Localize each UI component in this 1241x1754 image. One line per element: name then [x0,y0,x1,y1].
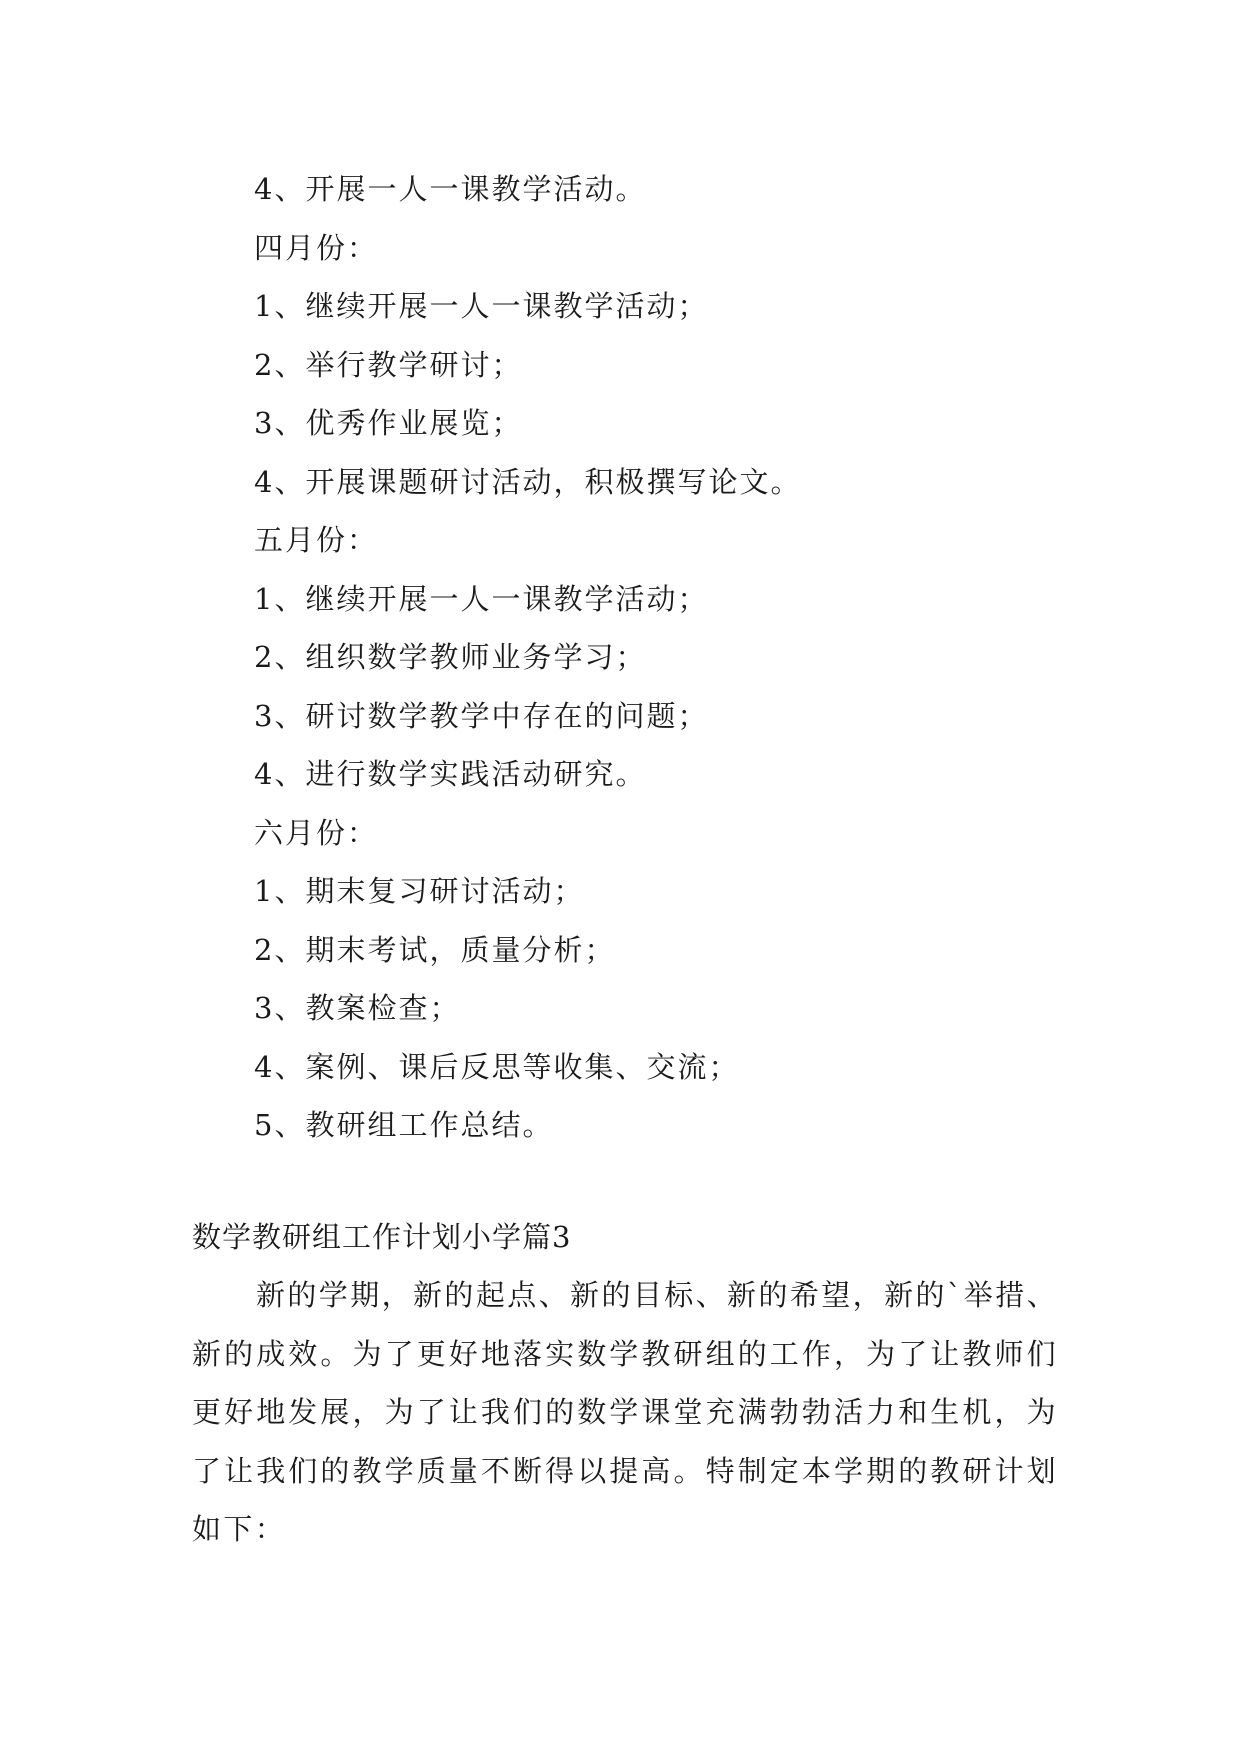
list-item: 4、案例、课后反思等收集、交流； [254,1049,740,1084]
list-item: 1、继续开展一人一课教学活动； [254,581,709,616]
intro-paragraph: 新的学期，新的起点、新的目标、新的希望，新的`举措、新的成效。为了更好地落实数学教研组的工作，为了让教师们更好地发展，为了让我们的数学课堂充满勃勃活力和生机，为了让我们的教学质量不断得以提高。特制定本学期的教研计划如下： [192,1278,1058,1546]
list-item: 2、举行教学研讨； [254,347,523,382]
month-heading-april: 四月份： [254,230,379,265]
list-item: 1、期末复习研讨活动； [254,874,585,908]
list-item: 4、开展一人一课教学活动。 [254,172,647,206]
list-item: 4、开展课题研讨活动，积极撰写论文。 [254,464,802,499]
month-heading-may: 五月份： [254,523,379,557]
list-item: 4、进行数学实践活动研究。 [254,757,647,791]
list-item: 1、继续开展一人一课教学活动； [254,289,709,323]
list-item: 2、组织数学教师业务学习； [254,640,647,674]
list-item: 3、研讨数学教学中存在的问题； [254,698,709,733]
month-heading-june: 六月份： [254,815,379,850]
list-item: 2、期末考试，质量分析； [254,932,616,967]
schedule-list [254,160,1054,1155]
list-item: 3、优秀作业展览； [254,406,523,440]
list-item: 3、教案检查； [254,991,461,1025]
section-heading: 数学教研组工作计划小学篇3 [192,1220,572,1254]
list-item: 5、教研组工作总结。 [254,1108,554,1142]
